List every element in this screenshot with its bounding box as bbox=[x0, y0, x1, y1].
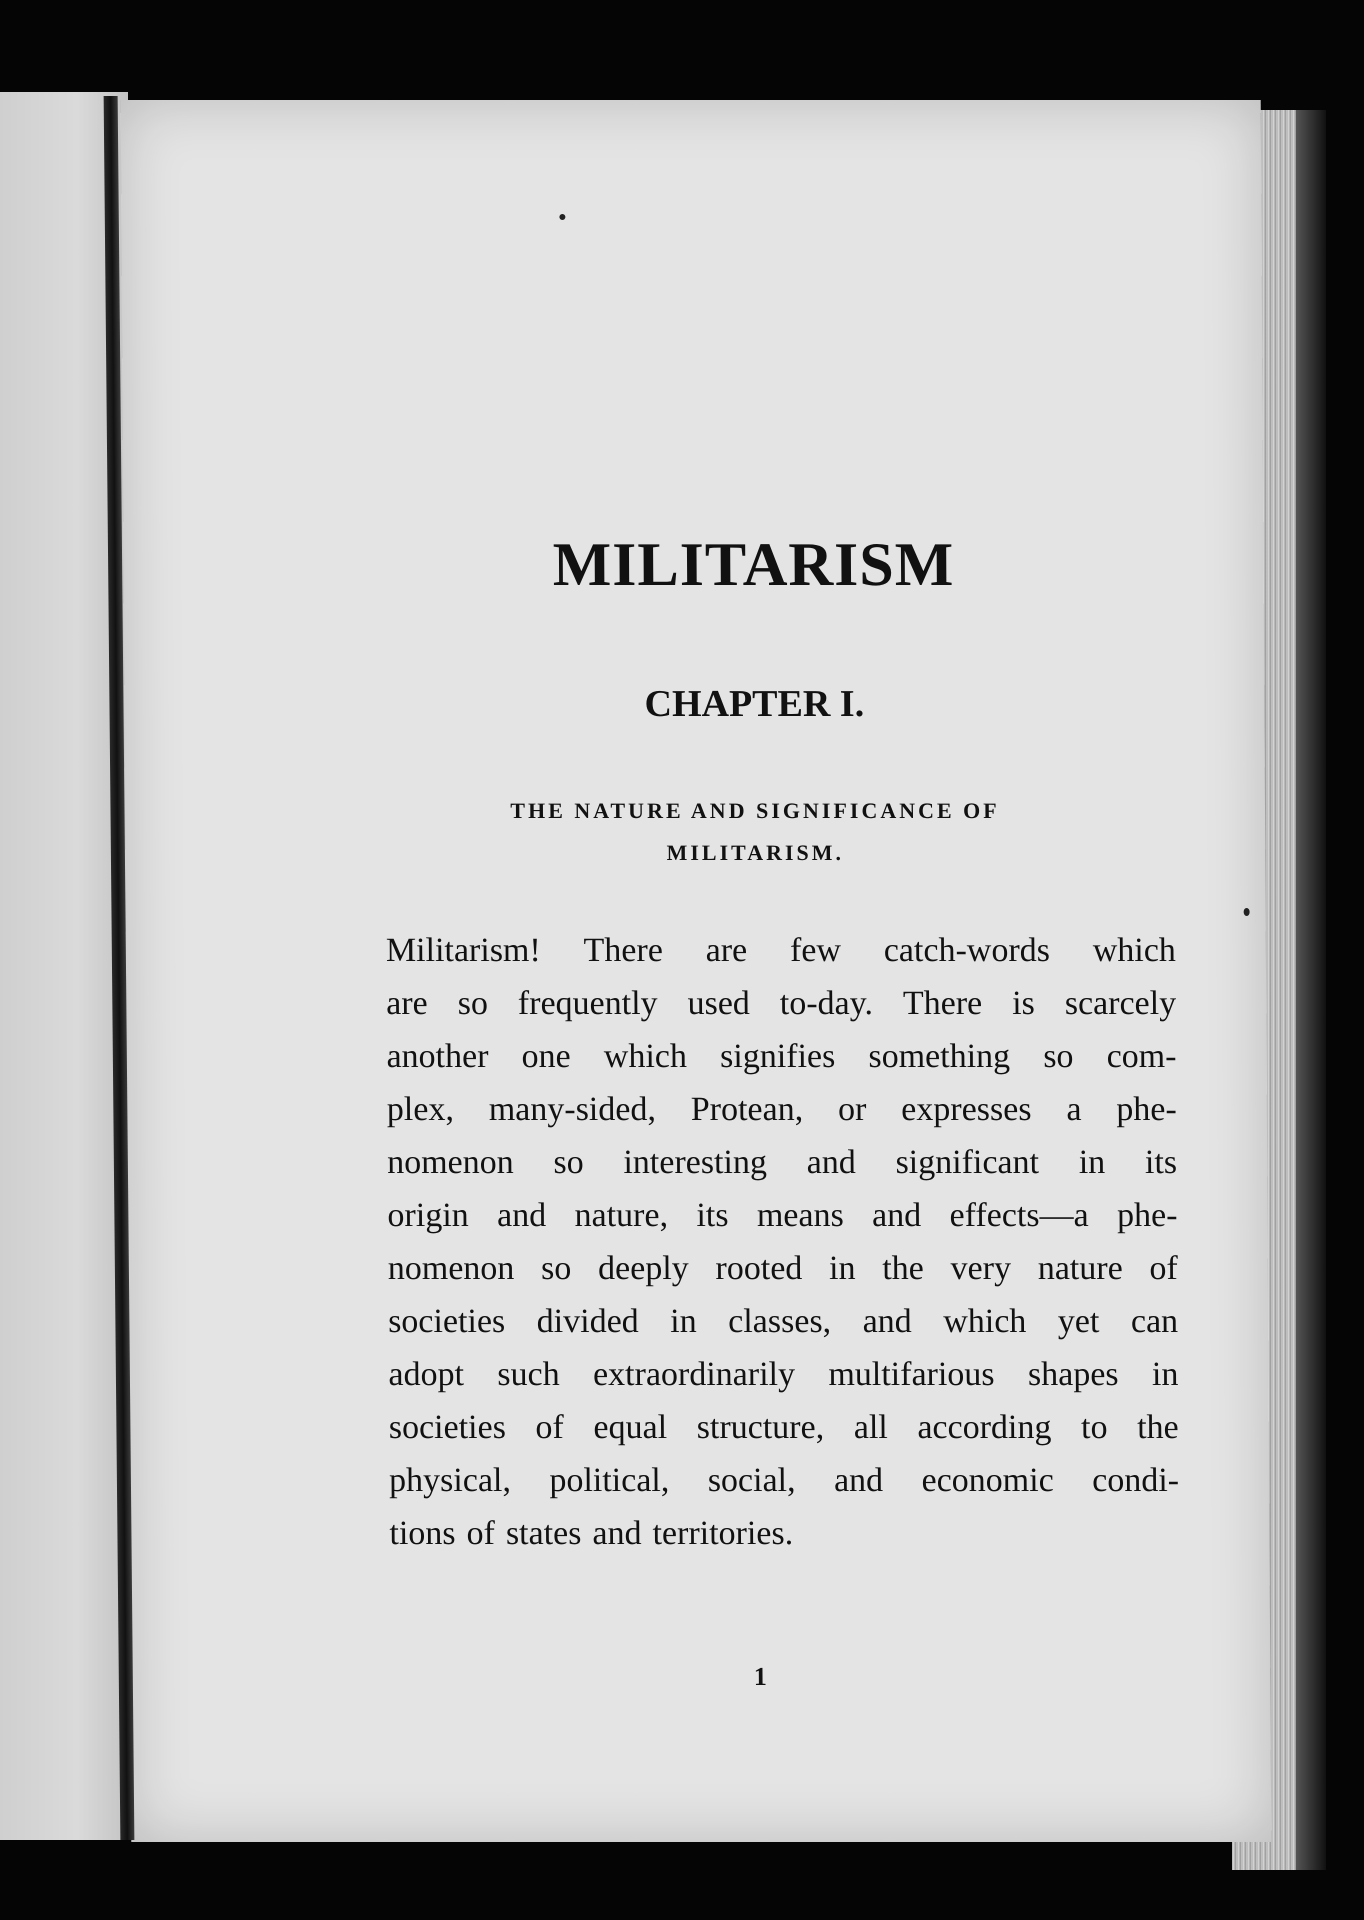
body-word: so bbox=[553, 1144, 584, 1181]
body-word: origin bbox=[387, 1197, 469, 1234]
scan-speck bbox=[1244, 908, 1250, 916]
body-text-line bbox=[387, 1083, 1177, 1136]
body-word: expresses bbox=[901, 1091, 1032, 1128]
body-word: shapes bbox=[1027, 1356, 1119, 1393]
body-word: so bbox=[457, 985, 489, 1022]
body-text-line bbox=[388, 1242, 1178, 1295]
body-word: very bbox=[950, 1250, 1012, 1287]
body-word: extraordinarily bbox=[592, 1356, 796, 1393]
chapter-subtitle bbox=[255, 790, 1256, 874]
body-word: a bbox=[1066, 1091, 1082, 1128]
chapter-subtitle-line: THE NATURE AND SIGNIFICANCE OF bbox=[510, 798, 1000, 823]
body-word: of bbox=[466, 1515, 496, 1552]
body-word: catch-words bbox=[883, 932, 1051, 969]
body-word: are bbox=[386, 985, 428, 1022]
body-word: are bbox=[705, 932, 748, 969]
body-word: means bbox=[756, 1197, 844, 1234]
body-word: nature bbox=[1037, 1250, 1123, 1287]
body-word: according bbox=[917, 1409, 1052, 1446]
body-word: phe- bbox=[1116, 1091, 1177, 1128]
body-word: structure, bbox=[696, 1409, 825, 1446]
body-word: political, bbox=[549, 1462, 670, 1499]
body-word: which bbox=[943, 1303, 1027, 1340]
body-word: another bbox=[386, 1038, 489, 1075]
body-word: and bbox=[592, 1515, 642, 1552]
body-word: effects—a bbox=[949, 1197, 1089, 1234]
body-word: one bbox=[521, 1038, 571, 1075]
body-word: of bbox=[1149, 1250, 1178, 1287]
body-word: such bbox=[497, 1356, 560, 1393]
body-word: its bbox=[696, 1197, 729, 1234]
chapter-heading: CHAPTER I. bbox=[644, 683, 865, 725]
body-word: multifarious bbox=[828, 1356, 995, 1393]
body-word: to bbox=[1080, 1409, 1108, 1446]
body-word: divided bbox=[536, 1303, 639, 1340]
body-word: can bbox=[1130, 1303, 1179, 1340]
body-word: used bbox=[687, 985, 750, 1022]
body-word: There bbox=[902, 985, 983, 1022]
body-word: and bbox=[806, 1144, 856, 1181]
body-word: physical, bbox=[388, 1462, 512, 1499]
body-word: societies bbox=[388, 1409, 506, 1446]
body-word: in bbox=[1078, 1144, 1106, 1181]
body-word: frequently bbox=[517, 985, 658, 1022]
chapter-subtitle-line: MILITARISM. bbox=[666, 840, 845, 865]
body-text-line bbox=[389, 1401, 1179, 1454]
body-word: nomenon bbox=[387, 1144, 514, 1181]
body-word: its bbox=[1144, 1144, 1178, 1181]
body-word: Militarism! bbox=[385, 932, 541, 969]
body-text-line bbox=[389, 1454, 1179, 1507]
body-word: to-day. bbox=[779, 985, 874, 1022]
body-word: scarcely bbox=[1064, 985, 1177, 1022]
body-word: adopt bbox=[388, 1356, 465, 1393]
body-text-line bbox=[388, 1348, 1178, 1401]
body-word: and bbox=[862, 1303, 912, 1340]
body-word: societies bbox=[388, 1303, 506, 1340]
body-word: and bbox=[833, 1462, 884, 1499]
book-title: MILITARISM bbox=[552, 531, 955, 599]
body-paragraph bbox=[386, 924, 1180, 1560]
body-word: plex, bbox=[386, 1091, 455, 1128]
body-word: in bbox=[828, 1250, 856, 1287]
body-word: rooted bbox=[715, 1250, 803, 1287]
body-word: equal bbox=[593, 1409, 668, 1446]
body-word: signifies bbox=[719, 1038, 836, 1075]
body-word: or bbox=[837, 1091, 867, 1128]
fore-edge-shadow bbox=[1296, 110, 1326, 1870]
body-word: is bbox=[1012, 985, 1035, 1022]
body-word: nomenon bbox=[387, 1250, 515, 1287]
body-word: all bbox=[853, 1409, 888, 1446]
body-word: so bbox=[541, 1250, 572, 1287]
body-word: and bbox=[872, 1197, 922, 1234]
body-text-line bbox=[386, 924, 1176, 977]
page-number: 1 bbox=[753, 1662, 767, 1691]
body-text-line bbox=[387, 1136, 1177, 1189]
body-word: and bbox=[496, 1197, 547, 1234]
page-content bbox=[251, 100, 1262, 1842]
body-word: in bbox=[1151, 1356, 1179, 1393]
body-text-line bbox=[388, 1295, 1178, 1348]
body-word: economic bbox=[921, 1462, 1054, 1499]
body-word: classes, bbox=[728, 1303, 832, 1340]
scan-speck bbox=[559, 214, 565, 220]
body-word: deeply bbox=[597, 1250, 689, 1287]
body-word: yet bbox=[1057, 1303, 1100, 1340]
body-word: com- bbox=[1106, 1038, 1177, 1075]
body-word: in bbox=[670, 1303, 697, 1340]
body-word: significant bbox=[895, 1144, 1040, 1181]
body-word: few bbox=[789, 932, 842, 969]
body-text-line bbox=[386, 1030, 1176, 1083]
body-word: territories. bbox=[652, 1515, 794, 1552]
body-word: so bbox=[1043, 1038, 1074, 1075]
body-word: social, bbox=[707, 1462, 796, 1499]
body-word: nature, bbox=[574, 1197, 669, 1234]
body-word: the bbox=[882, 1250, 924, 1287]
body-word: Protean, bbox=[690, 1091, 804, 1128]
body-word: many-sided, bbox=[488, 1091, 657, 1128]
body-word: something bbox=[868, 1038, 1011, 1075]
body-text-line bbox=[386, 977, 1176, 1030]
body-word: tions bbox=[389, 1515, 456, 1552]
book-page bbox=[121, 100, 1272, 1842]
body-text-line bbox=[389, 1507, 1179, 1560]
body-word: There bbox=[583, 932, 663, 969]
body-word: which bbox=[603, 1038, 688, 1075]
body-word: of bbox=[535, 1409, 564, 1446]
body-word: condi- bbox=[1092, 1462, 1180, 1499]
body-word: states bbox=[505, 1515, 582, 1552]
body-word: phe- bbox=[1116, 1197, 1178, 1234]
body-word: interesting bbox=[623, 1144, 768, 1181]
body-word: the bbox=[1137, 1409, 1179, 1446]
body-word: which bbox=[1092, 932, 1176, 969]
body-text-line bbox=[387, 1189, 1177, 1242]
